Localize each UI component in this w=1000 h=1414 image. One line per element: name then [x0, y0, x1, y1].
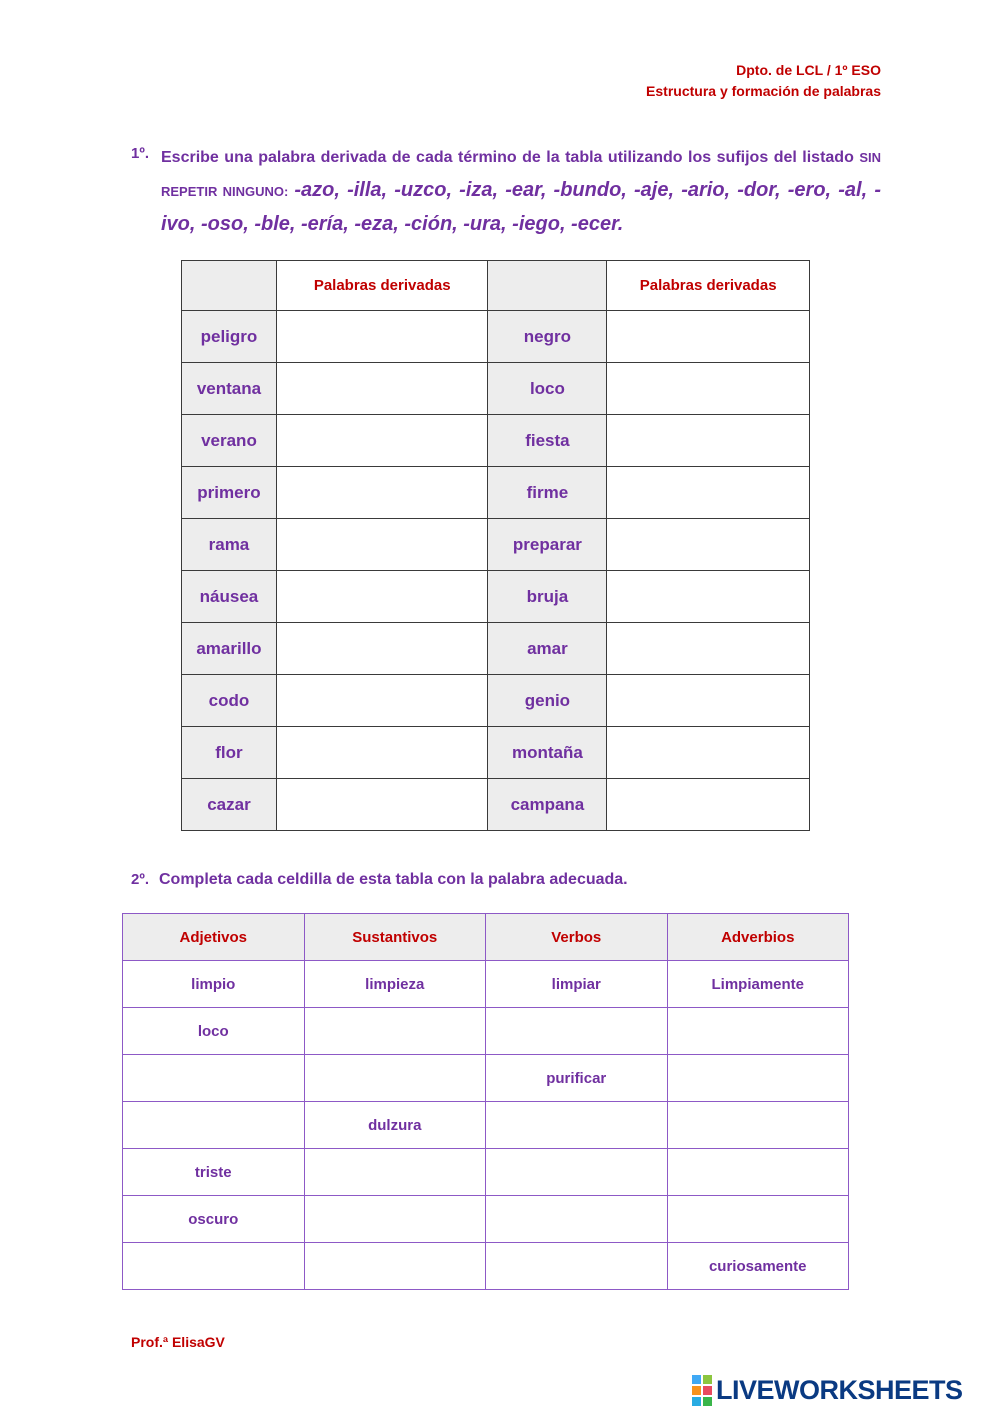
answer-cell[interactable] [276, 467, 488, 519]
given-word: limpio [123, 961, 305, 1008]
base-word: verano [182, 415, 277, 467]
brand-name: LIVEWORKSHEETS [716, 1374, 963, 1405]
answer-cell[interactable] [607, 623, 810, 675]
answer-cell[interactable] [607, 519, 810, 571]
answer-cell[interactable] [667, 1008, 849, 1055]
given-word: Limpiamente [667, 961, 849, 1008]
given-word: purificar [486, 1055, 668, 1102]
table-row [123, 1008, 849, 1055]
table-row [123, 1149, 849, 1196]
base-word: bruja [488, 571, 607, 623]
table-row [182, 519, 810, 571]
header-topic: Estructura y formación de palabras [646, 83, 881, 99]
table-row [182, 363, 810, 415]
answer-cell[interactable] [486, 1243, 668, 1290]
given-word: curiosamente [667, 1243, 849, 1290]
question-1-intro: Escribe una palabra derivada de cada término de la tabla utilizando los sufijos del listado [161, 149, 860, 166]
question-1-text [161, 141, 881, 242]
header-derived-left: Palabras derivadas [276, 261, 488, 311]
table-header-row [123, 914, 849, 961]
base-word: amarillo [182, 623, 277, 675]
question-2-number: 2º. [131, 871, 149, 888]
answer-cell[interactable] [276, 363, 488, 415]
answer-cell[interactable] [607, 571, 810, 623]
table-row [123, 961, 849, 1008]
answer-cell[interactable] [667, 1149, 849, 1196]
derived-words-table [181, 260, 810, 831]
base-word: peligro [182, 311, 277, 363]
suffix-list: -azo, -illa, -uzco, -iza, -ear, -bundo, -aje, -ario, -dor, -ero, -al, -ivo, -oso, -ble, -ería, -eza, -ción, -ura, -iego, -ecer. [161, 179, 881, 235]
answer-cell[interactable] [276, 571, 488, 623]
answer-cell[interactable] [276, 311, 488, 363]
header-derived-right: Palabras derivadas [607, 261, 810, 311]
base-word: náusea [182, 571, 277, 623]
answer-cell[interactable] [123, 1102, 305, 1149]
answer-cell[interactable] [276, 675, 488, 727]
header-blank-right [488, 261, 607, 311]
base-word: rama [182, 519, 277, 571]
answer-cell[interactable] [607, 311, 810, 363]
given-word: dulzura [304, 1102, 486, 1149]
base-word: preparar [488, 519, 607, 571]
answer-cell[interactable] [486, 1102, 668, 1149]
answer-cell[interactable] [123, 1243, 305, 1290]
base-word: ventana [182, 363, 277, 415]
answer-cell[interactable] [607, 675, 810, 727]
table-header-row [182, 261, 810, 311]
answer-cell[interactable] [607, 467, 810, 519]
given-word: triste [123, 1149, 305, 1196]
document-header [646, 60, 881, 102]
answer-cell[interactable] [304, 1055, 486, 1102]
given-word: oscuro [123, 1196, 305, 1243]
question-2 [131, 871, 628, 889]
answer-cell[interactable] [486, 1008, 668, 1055]
answer-cell[interactable] [607, 415, 810, 467]
answer-cell[interactable] [123, 1055, 305, 1102]
word-family-table [122, 913, 849, 1290]
logo-mark-icon [692, 1375, 712, 1406]
base-word: amar [488, 623, 607, 675]
table-row [182, 675, 810, 727]
table-row [123, 1055, 849, 1102]
answer-cell[interactable] [486, 1149, 668, 1196]
base-word: codo [182, 675, 277, 727]
answer-cell[interactable] [667, 1196, 849, 1243]
table-row [182, 623, 810, 675]
table-row [182, 779, 810, 831]
header-department: Dpto. de LCL / 1º ESO [736, 62, 881, 78]
column-header-verbs: Verbos [486, 914, 668, 961]
answer-cell[interactable] [667, 1102, 849, 1149]
base-word: flor [182, 727, 277, 779]
given-word: limpieza [304, 961, 486, 1008]
answer-cell[interactable] [486, 1196, 668, 1243]
answer-cell[interactable] [304, 1008, 486, 1055]
author-credit: Prof.ª ElisaGV [131, 1334, 225, 1350]
answer-cell[interactable] [304, 1196, 486, 1243]
answer-cell[interactable] [304, 1149, 486, 1196]
question-1 [131, 141, 881, 242]
answer-cell[interactable] [607, 363, 810, 415]
table-row [123, 1196, 849, 1243]
column-header-nouns: Sustantivos [304, 914, 486, 961]
base-word: negro [488, 311, 607, 363]
answer-cell[interactable] [276, 519, 488, 571]
given-word: limpiar [486, 961, 668, 1008]
base-word: cazar [182, 779, 277, 831]
table-row [123, 1102, 849, 1149]
table-row [182, 727, 810, 779]
given-word: loco [123, 1008, 305, 1055]
answer-cell[interactable] [304, 1243, 486, 1290]
column-header-adverbs: Adverbios [667, 914, 849, 961]
answer-cell[interactable] [276, 779, 488, 831]
base-word: fiesta [488, 415, 607, 467]
answer-cell[interactable] [667, 1055, 849, 1102]
table-row [182, 415, 810, 467]
answer-cell[interactable] [276, 727, 488, 779]
question-2-text: Completa cada celdilla de esta tabla con la palabra adecuada. [159, 871, 628, 888]
column-header-adjectives: Adjetivos [123, 914, 305, 961]
question-1-number: 1º. [131, 145, 149, 162]
base-word: primero [182, 467, 277, 519]
base-word: campana [488, 779, 607, 831]
base-word: genio [488, 675, 607, 727]
table-row [182, 571, 810, 623]
base-word: firme [488, 467, 607, 519]
header-blank-left [182, 261, 277, 311]
table-row [182, 467, 810, 519]
base-word: loco [488, 363, 607, 415]
table-row [123, 1243, 849, 1290]
liveworksheets-logo[interactable] [692, 1372, 963, 1408]
base-word: montaña [488, 727, 607, 779]
answer-cell[interactable] [276, 415, 488, 467]
question-1-emphasis: SIN REPETIR NINGUNO: [161, 150, 881, 199]
answer-cell[interactable] [607, 727, 810, 779]
answer-cell[interactable] [276, 623, 488, 675]
answer-cell[interactable] [607, 779, 810, 831]
table-row [182, 311, 810, 363]
